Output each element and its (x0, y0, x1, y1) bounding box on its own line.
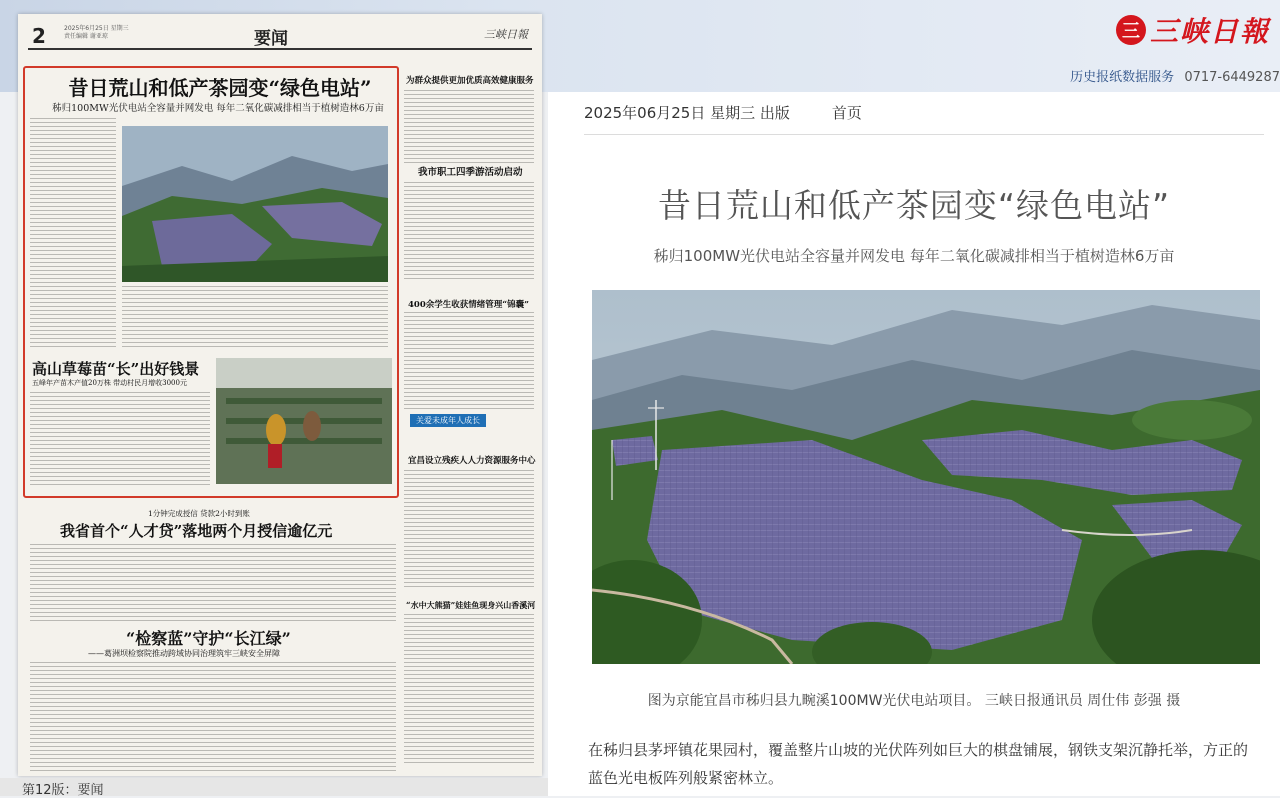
article-title: 昔日荒山和低产茶园变“绿色电站” (657, 186, 1171, 225)
page-meta: 2025年6月25日 星期三 责任编辑 谢亚琼 (64, 25, 129, 40)
page-brand: 三峡日報 (484, 28, 528, 41)
right-story1-title[interactable]: 为群众提供更加优质高效健康服务 (406, 76, 534, 86)
story4-subtitle: ——葛洲坝检察院推动跨域协同治理筑牢三峡安全屏障 (88, 649, 280, 658)
archive-service[interactable] (1070, 66, 1280, 85)
greenhouse-thumbnail (216, 358, 392, 484)
page-masthead (28, 22, 532, 50)
text-column (404, 470, 534, 588)
text-column (404, 182, 534, 282)
lead-story-photo[interactable] (122, 126, 388, 282)
story2-subtitle: 五峰年产苗木产值20万株 带动村民月增收3000元 (32, 379, 187, 387)
strawberry-photo[interactable] (216, 358, 392, 484)
story4-title[interactable]: “检察蓝”守护“长江绿” (126, 629, 291, 648)
issue-date: 2025年06月25日 星期三 出版 (584, 104, 790, 122)
right-story2-title[interactable]: 我市职工四季游活动启动 (418, 167, 523, 178)
home-link[interactable]: 首页 (831, 104, 862, 122)
article-photo[interactable] (592, 290, 1260, 664)
page-section: 要闻 (254, 29, 288, 49)
site-logo[interactable] (1116, 6, 1270, 54)
right-story4-title[interactable]: 宜昌设立残疾人人力资源服务中心 (408, 456, 536, 466)
text-column (404, 614, 534, 764)
dateline (584, 102, 862, 123)
solar-farm-illustration (592, 290, 1260, 664)
lead-story-subtitle: 秭归100MW光伏电站全容量并网发电 每年二氧化碳减排相当于植树造林6万亩 (52, 103, 384, 114)
footer-label[interactable]: 第12版：要闻 (22, 783, 104, 798)
story3-title[interactable]: 我省首个“人才贷”落地两个月授信逾亿元 (60, 522, 333, 540)
text-column (30, 118, 116, 348)
newspaper-page[interactable] (18, 14, 542, 776)
right-story5-title[interactable]: “水中大熊猫”娃娃鱼现身兴山香溪河 (406, 600, 536, 610)
text-column (404, 90, 534, 164)
page-number: 2 (32, 24, 46, 48)
article-panel (548, 92, 1280, 796)
photo-caption: 图为京能宜昌市秭归县九畹溪100MW光伏电站项目。 三峡日报通讯员 周仕伟 彭强 摄 (647, 693, 1181, 709)
minors-care-tag[interactable]: 关爱未成年人成长 (410, 414, 486, 427)
phone-number: 0717-6449287 (1184, 70, 1280, 85)
archive-link[interactable]: 历史报纸数据服务 (1070, 70, 1175, 85)
text-column (30, 544, 396, 624)
text-column (122, 286, 388, 348)
article-body: 在秭归县茅坪镇花果园村，覆盖整片山坡的光伏阵列如巨大的棋盘铺展，钢铁支架沉静托举，方正的蓝色光电板阵列般紧密林立。 (588, 741, 1249, 787)
story3-kicker: 1分钟完成授信 贷款2小时到账 (148, 509, 250, 518)
logo-text: 三峡日報 (1149, 15, 1270, 48)
right-story3-title[interactable]: 400余学生收获情绪管理“锦囊” (408, 300, 530, 310)
page-footer (0, 778, 548, 796)
divider (584, 134, 1264, 135)
solar-thumbnail (122, 126, 388, 282)
article-subtitle: 秭归100MW光伏电站全容量并网发电 每年二氧化碳减排相当于植树造林6万亩 (653, 247, 1175, 265)
story2-title[interactable]: 高山草莓苗“长”出好钱景 (32, 360, 200, 378)
text-column (30, 392, 210, 488)
text-column (30, 662, 396, 772)
lead-story-title[interactable]: 昔日荒山和低产茶园变“绿色电站” (68, 76, 372, 100)
text-column (404, 312, 534, 410)
logo-mark-icon: 三 (1116, 15, 1146, 45)
